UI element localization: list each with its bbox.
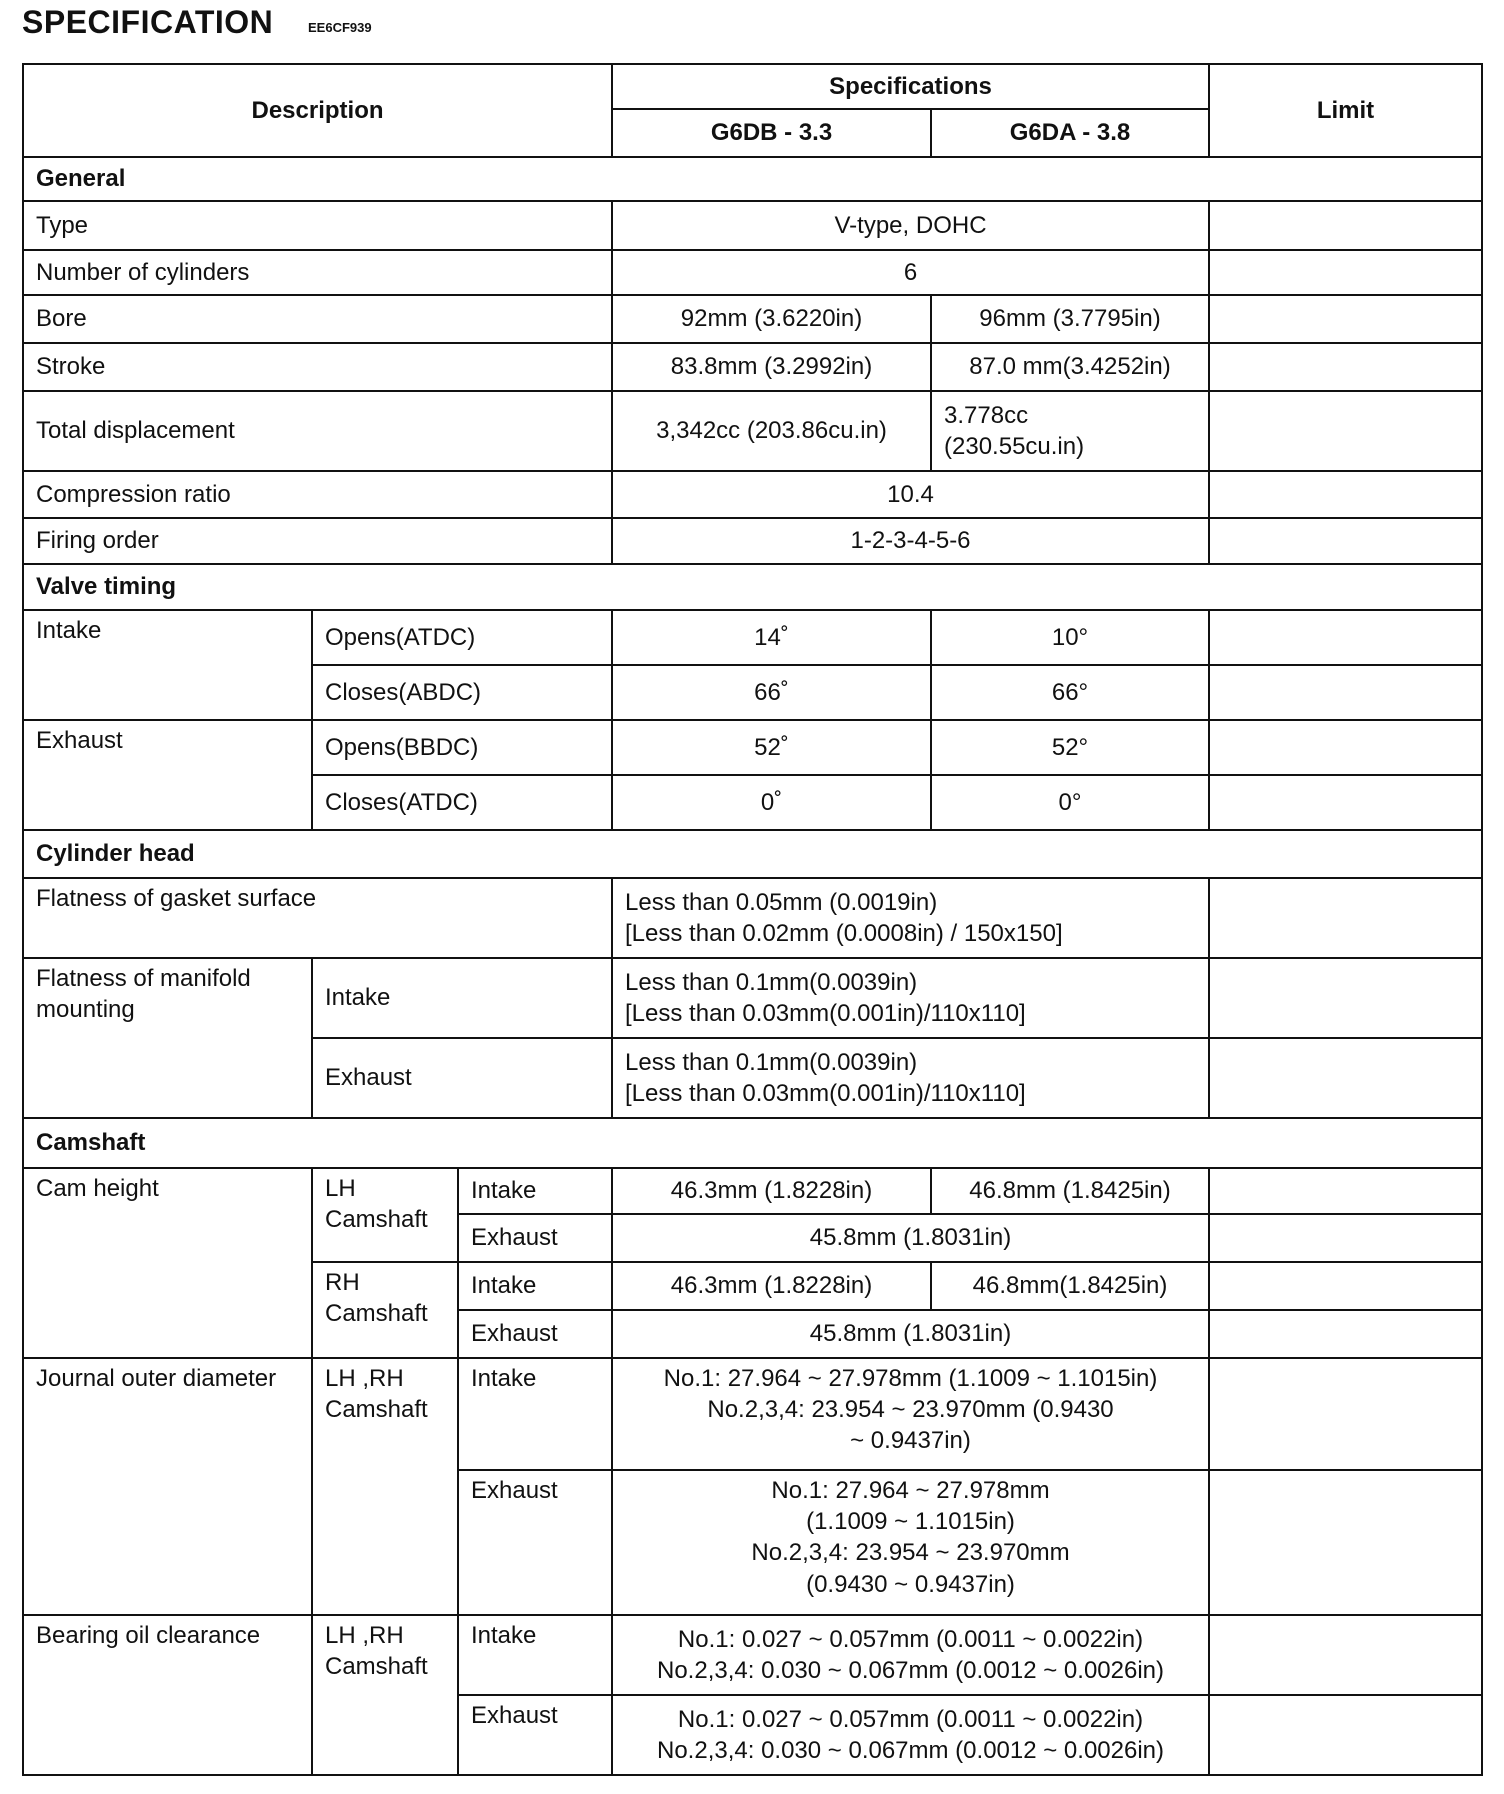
limit-cell — [1209, 250, 1482, 295]
sub-label: Intake — [458, 1262, 612, 1310]
table-row — [23, 1358, 1482, 1470]
sub-label: Closes(ATDC) — [312, 775, 612, 830]
limit-cell — [1209, 1470, 1482, 1615]
sub-label: Exhaust — [458, 1695, 612, 1775]
value-g6da: 46.8mm(1.8425in) — [931, 1262, 1209, 1310]
table-row — [23, 610, 1482, 665]
limit-cell — [1209, 391, 1482, 471]
limit-cell — [1209, 665, 1482, 720]
sub-label: Exhaust — [458, 1470, 612, 1615]
row-value: 45.8mm (1.8031in) — [612, 1214, 1209, 1262]
row-value: No.1: 27.964 ~ 27.978mm (1.1009 ~ 1.1015in) No.2,3,4: 23.954 ~ 23.970mm (0.9430 ~ 0.9437in) — [612, 1358, 1209, 1470]
row-value: Less than 0.05mm (0.0019in) [Less than 0.02mm (0.0008in) / 150x150] — [612, 878, 1209, 958]
limit-cell — [1209, 471, 1482, 518]
table-row — [23, 343, 1482, 391]
header-limit: Limit — [1209, 64, 1482, 157]
limit-cell — [1209, 958, 1482, 1038]
row-label: Compression ratio — [23, 471, 612, 518]
table-row — [23, 250, 1482, 295]
sub-label: Opens(BBDC) — [312, 720, 612, 775]
row-label: Total displacement — [23, 391, 612, 471]
row-value: Less than 0.1mm(0.0039in) [Less than 0.03mm(0.001in)/110x110] — [612, 1038, 1209, 1118]
table-row — [23, 391, 1482, 471]
limit-cell — [1209, 1168, 1482, 1214]
value-g6db: 83.8mm (3.2992in) — [612, 343, 931, 391]
row-value: 10.4 — [612, 471, 1209, 518]
limit-cell — [1209, 1695, 1482, 1775]
row-label: Intake — [23, 610, 312, 720]
value-g6db: 0˚ — [612, 775, 931, 830]
value-g6da: 52° — [931, 720, 1209, 775]
row-label: Journal outer diameter — [23, 1358, 312, 1615]
specification-table — [22, 63, 1483, 1776]
limit-cell — [1209, 720, 1482, 775]
value-g6db: 92mm (3.6220in) — [612, 295, 931, 343]
table-row — [23, 518, 1482, 564]
limit-cell — [1209, 343, 1482, 391]
sub-label: Intake — [458, 1358, 612, 1470]
sub-label: Intake — [458, 1168, 612, 1214]
value-g6da: 87.0 mm(3.4252in) — [931, 343, 1209, 391]
header-g6db: G6DB - 3.3 — [612, 109, 931, 157]
sub-label: Intake — [458, 1615, 612, 1695]
table-row — [23, 201, 1482, 250]
sub-label: Closes(ABDC) — [312, 665, 612, 720]
section-camshaft: Camshaft — [23, 1118, 1482, 1168]
value-g6da: 3.778cc (230.55cu.in) — [931, 391, 1209, 471]
row-value: No.1: 0.027 ~ 0.057mm (0.0011 ~ 0.0022in) No.2,3,4: 0.030 ~ 0.067mm (0.0012 ~ 0.0026in) — [612, 1615, 1209, 1695]
row-value: 45.8mm (1.8031in) — [612, 1310, 1209, 1358]
page-title: SPECIFICATION — [22, 4, 274, 40]
header-specifications: Specifications — [612, 64, 1209, 109]
sub-label: Exhaust — [312, 1038, 612, 1118]
row-label: Number of cylinders — [23, 250, 612, 295]
row-value: V-type, DOHC — [612, 201, 1209, 250]
table-row — [23, 295, 1482, 343]
row-value: 6 — [612, 250, 1209, 295]
row-label: Stroke — [23, 343, 612, 391]
row-label: Flatness of manifold mounting — [23, 958, 312, 1118]
header-g6da: G6DA - 3.8 — [931, 109, 1209, 157]
row-value: No.1: 27.964 ~ 27.978mm (1.1009 ~ 1.1015in) No.2,3,4: 23.954 ~ 23.970mm (0.9430 ~ 0.9437in) — [612, 1470, 1209, 1615]
table-row — [23, 958, 1482, 1038]
row-value: Less than 0.1mm(0.0039in) [Less than 0.03mm(0.001in)/110x110] — [612, 958, 1209, 1038]
sub-label: Opens(ATDC) — [312, 610, 612, 665]
limit-cell — [1209, 878, 1482, 958]
value-g6da: 66° — [931, 665, 1209, 720]
row-value: No.1: 0.027 ~ 0.057mm (0.0011 ~ 0.0022in) No.2,3,4: 0.030 ~ 0.067mm (0.0012 ~ 0.0026in) — [612, 1695, 1209, 1775]
row-label: Flatness of gasket surface — [23, 878, 612, 958]
row-label: Exhaust — [23, 720, 312, 830]
limit-cell — [1209, 1310, 1482, 1358]
value-g6db: 14˚ — [612, 610, 931, 665]
table-row — [23, 471, 1482, 518]
table-row — [23, 878, 1482, 958]
section-cylinder-head: Cylinder head — [23, 830, 1482, 878]
limit-cell — [1209, 1615, 1482, 1695]
sub-label: Intake — [312, 958, 612, 1038]
sub-label: Exhaust — [458, 1214, 612, 1262]
limit-cell — [1209, 1262, 1482, 1310]
value-g6da: 0° — [931, 775, 1209, 830]
value-g6da: 10° — [931, 610, 1209, 665]
section-valve-timing: Valve timing — [23, 564, 1482, 610]
sub-label: LH Camshaft — [312, 1168, 458, 1262]
value-g6da: 96mm (3.7795in) — [931, 295, 1209, 343]
sub-label: RH Camshaft — [312, 1262, 458, 1358]
row-label: Cam height — [23, 1168, 312, 1358]
sub-label: Exhaust — [458, 1310, 612, 1358]
value-g6db: 3,342cc (203.86cu.in) — [612, 391, 931, 471]
limit-cell — [1209, 201, 1482, 250]
limit-cell — [1209, 775, 1482, 830]
row-label: Firing order — [23, 518, 612, 564]
table-row — [23, 720, 1482, 775]
header-description: Description — [23, 64, 612, 157]
limit-cell — [1209, 1358, 1482, 1470]
value-g6da: 46.8mm (1.8425in) — [931, 1168, 1209, 1214]
row-value: 1-2-3-4-5-6 — [612, 518, 1209, 564]
row-label: Type — [23, 201, 612, 250]
table-row — [23, 1615, 1482, 1695]
value-g6db: 46.3mm (1.8228in) — [612, 1168, 931, 1214]
row-label: Bearing oil clearance — [23, 1615, 312, 1775]
limit-cell — [1209, 518, 1482, 564]
section-general: General — [23, 157, 1482, 201]
limit-cell — [1209, 610, 1482, 665]
limit-cell — [1209, 295, 1482, 343]
sub-label: LH ,RH Camshaft — [312, 1358, 458, 1615]
row-label: Bore — [23, 295, 612, 343]
limit-cell — [1209, 1038, 1482, 1118]
table-row — [23, 1168, 1482, 1214]
limit-cell — [1209, 1214, 1482, 1262]
sub-label: LH ,RH Camshaft — [312, 1615, 458, 1775]
value-g6db: 66˚ — [612, 665, 931, 720]
value-g6db: 46.3mm (1.8228in) — [612, 1262, 931, 1310]
value-g6db: 52˚ — [612, 720, 931, 775]
document-code: EE6CF939 — [308, 20, 372, 35]
header-row — [23, 64, 1482, 109]
